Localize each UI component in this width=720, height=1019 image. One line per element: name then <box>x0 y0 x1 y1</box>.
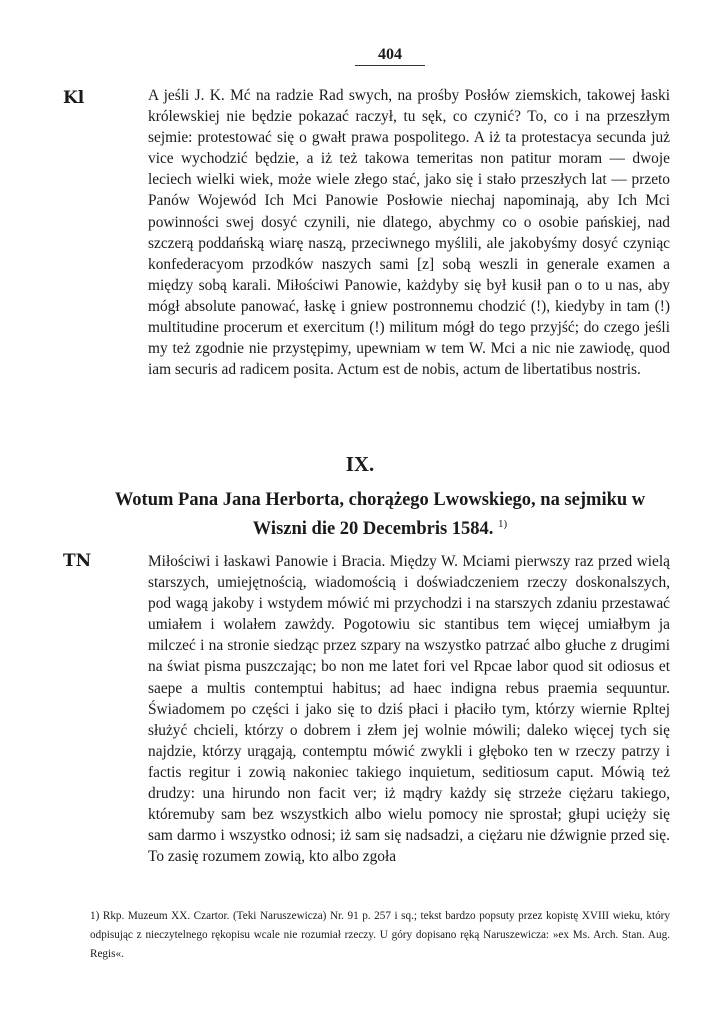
paragraph-2: Miłościwi i łaskawi Panowie i Bracia. Między W. Mciami pierwszy raz przed wielą starszych, umiejętnością, wiadomością i doświadczeniem rzeczy doskonalszych, pod wagą jakoby i wstydem mówić mi przychodzi i na starszych zdaniu przestawać umiałem i wolałem zawżdy. Pogotowiu sic stantibus tem więcej umiałbym ja milczeć i na stronie siedząc przez szpary na wszystko patrzać albo głuche z drugimi na świat pisma puszczając; bo non me latet fori vel Rpcae labor quod sit odiosus et saepe a multis contemptui habitus; ad haec indigna rebus praemia sequuntur. Świadomem po części i jako się to dziś płaci i płaciło tym, którzy wiernie Rpltej służyć chcieli, którzy o dobrem i złem jej wolnie mówili; daleko więcej tych się najdzie, którzy urągają, contemptu mówić zwykli i głęboko ten w rzeczy patrzy i factis regitur i zowią nakoniec takiego inquietum, seditiosum caput. Mówią też drudzy: una hirundo non facit ver; iż mądry każdy się strzeże ciężaru takiego, któremuby sam bez wszystkich albo wielu pomocy nie sprostał; głupi ucięży się sam darmo i wszystko odnosi; iż sam się nadsadzi, a ciężaru nie dźwignie przed się. To zasię rozumem zowią, kto albo zgoła <box>148 553 670 866</box>
sigla-kl: Kl <box>63 88 85 108</box>
section-title <box>90 488 670 541</box>
footnote-1: 1) Rkp. Muzeum XX. Czartor. (Teki Naruszewicza) Nr. 91 p. 257 i sq.; tekst bardzo popsuty przez kopistę XVIII wieku, który odpisując z nieczytelnego rękopisu wcale nie rozumiał rzeczy. U góry dopisano ręką Naruszewicza: »ex Ms. Arch. Stan. Aug. Regis«. <box>90 910 670 960</box>
text-block-1 <box>148 85 670 380</box>
paragraph-1: A jeśli J. K. Mć na radzie Rad swych, na prośby Posłów ziemskich, takowej łaski królewskiej nie będzie pokazać raczył, tu sęk, co czynić? To, co i na przeszłym sejmie: protestować się o gwałt prawa pospolitego. A iż ta protestacya secunda już vice wychodzić będzie, a iż też takowa temeritas non patitur moram — dwoje leciech wielki wiek, może wiele złego stać, jako się i stało przeszłych lat — przeto Panów Wojewód Ich Mci Panowie Posłowie niechaj napominają, aby Ich Mci powinności swej dosyć czynili, nie dlatego, abychmy co o osobie pańskiej, nad szczerą poddańską wiarę naszą, przeciwnego myślili, ale jakobyśmy dosyć czyniąc konfederacyom przodków naszych sami [z] sobą weszli in generale examen a między sobą karali. Miłościwi Panowie, każdyby się był kusił pan o to u nas, aby mógł absolute panować, łaskę i gniew postronnemu chodzić (!), kiedyby in tam (!) multitudine procerum et exercitum (!) militum mógł do tego przyjść; do czego jeśli my też zgodnie nie przystępimy, upewniam w tem W. Mci a nic nie zawiodę, quod iam securis ad radicem posita. Actum est de nobis, actum de libertatibus nostris. <box>148 87 670 379</box>
footnote-mark: 1) <box>498 518 508 530</box>
section-number: IX. <box>345 452 375 476</box>
page-number: 404 <box>355 46 425 66</box>
sigla-tn: TN <box>63 551 92 571</box>
footnotes <box>90 907 670 964</box>
text-block-2 <box>148 551 670 867</box>
section-title-text: Wotum Pana Jana Herborta, chorążego Lwowskiego, na sejmiku w Wiszni die 20 Decembris 1584. <box>114 490 646 540</box>
